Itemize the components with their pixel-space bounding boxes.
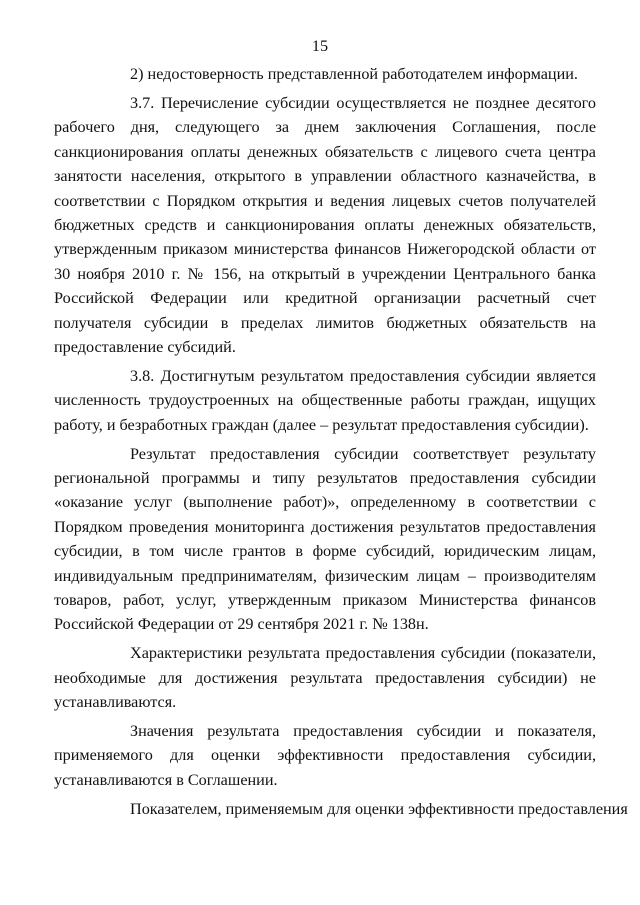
text-line: Российской Федерации от 29 сентября 2021 г. № 138н. [54,615,429,634]
text-line: 30 ноября 2010 г. № 156, на открытый в учреждении Центрального банка [54,264,596,283]
text-line: занятости населения, открытого в управлении областного казначейства, в [54,167,596,186]
paragraph [54,364,596,437]
text-line: соответствии с Порядком открытия и ведения лицевых счетов получателей [54,191,596,210]
text-line: Порядком проведения мониторинга достижения результатов предоставления [54,517,596,536]
text-line: 2) недостоверность представленной работодателем информации. [130,65,578,83]
text-line: 3.8. Достигнутым результатом предоставления субсидии является [130,366,596,385]
text-line: работу, и безработных граждан (далее – результат предоставления субсидии). [54,415,589,434]
text-line: субсидии, в том числе грантов в форме субсидий, юридическим лицам, [54,542,596,561]
text-line: санкционирования оплаты денежных обязательств с лицевого счета центра [54,142,596,161]
text-line: рабочего дня, следующего за днем заключения Соглашения, после [54,118,596,137]
document-body [54,62,628,821]
paragraph [92,62,596,86]
text-line: «оказание услуг (выполнение работ)», определенному в соответствии с [54,493,596,512]
paragraph [54,442,596,637]
paragraph [92,797,628,821]
text-line: бюджетных средств и санкционирования оплаты денежных обязательств, [54,215,596,234]
text-line: 3.7. Перечисление субсидии осуществляется не позднее десятого [130,93,596,112]
text-line: предоставление субсидий. [54,337,236,356]
text-line: региональной программы и типу результатов предоставления субсидии [54,469,596,487]
text-line: Показателем, применяемым для оценки эффективности предоставления [130,799,628,818]
text-line: устанавливаются. [54,693,177,712]
page-number: 15 [311,37,329,55]
paragraph [54,719,596,792]
text-line: применяемого для оценки эффективности предоставления субсидии, [54,746,596,765]
text-line: индивидуальным предпринимателям, физическим лицам – производителям [54,566,596,585]
text-line: Значения результата предоставления субсидии и показателя, [130,722,596,741]
text-line: товаров, работ, услуг, утвержденным приказом Министерства финансов [54,591,596,610]
text-line: Характеристики результата предоставления субсидии (показатели, [130,644,596,663]
paragraph [54,91,596,359]
text-line: Результат предоставления субсидии соответствует результату [130,444,596,463]
text-line: численность трудоустроенных на общественные работы граждан, ищущих [54,391,596,410]
text-line: устанавливаются в Соглашении. [54,770,278,789]
text-line: утвержденным приказом министерства финансов Нижегородской области от [54,240,596,259]
paragraph [54,641,596,714]
text-line: необходимые для достижения результата предоставления субсидии) не [54,668,596,687]
text-line: Российской Федерации или кредитной организации расчетный счет [54,289,596,308]
text-line: получателя субсидии в пределах лимитов бюджетных обязательств на [54,313,596,332]
